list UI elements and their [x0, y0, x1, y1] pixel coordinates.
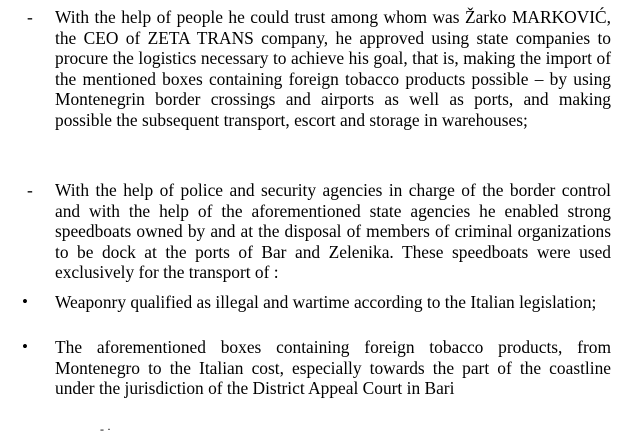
dash-marker: -	[27, 7, 33, 27]
list-item-text: Weaponry qualified as illegal and wartime according to the Italian legislation;	[55, 292, 597, 312]
bullet-marker: •	[22, 292, 28, 311]
list-item-text: With the help of people he could trust among whom was Žarko MARKOVIĆ, the CEO of ZETA TRANS company, he approved using state companies to procure the logistics necessary to achieve his goal, that is, making the import of the mentioned boxes containing foreign tobacco products possible – by using Montenegrin border crossings and airports as well as ports, and making possible the subsequent transport, escort and storage in warehouses;	[55, 7, 611, 130]
list-item-text: The aforementioned boxes containing foreign tobacco products, from Montenegro to the Italian cost, especially towards the part of the coastline under the jurisdiction of the District Appeal Court in Bari	[55, 337, 611, 398]
dash-marker: -	[27, 180, 33, 200]
bullet-marker: •	[22, 337, 28, 356]
list-item-text: With the help of police and security agencies in charge of the border control and with the help of the aforementioned state agencies he enabled strong speedboats owned by and at the disposal of members of criminal organizations to be dock at the ports of Bar and Zelenika. These speedboats were used exclusively for the transport of :	[55, 180, 611, 282]
cut-off-text-fragment: - ·	[100, 422, 111, 436]
